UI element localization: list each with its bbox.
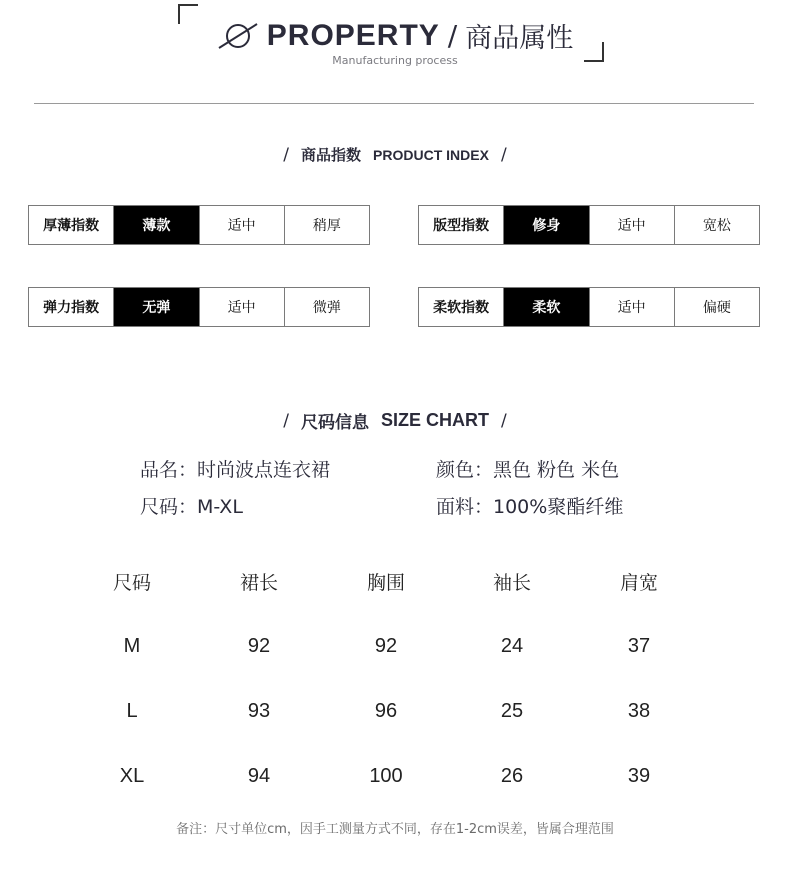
index-option: 偏硬 [674,288,759,326]
index-option: 宽松 [674,206,759,244]
index-option-selected: 无弹 [113,288,198,326]
no-symbol-icon [217,22,259,50]
table-cell: 94 [247,765,271,787]
table-cell: 39 [627,765,651,787]
table-cell: 92 [374,635,398,657]
product-name: 品名：时尚波点连衣裙 [140,459,331,481]
title-english: PROPERTY [266,18,440,52]
index-option-selected: 修身 [503,206,588,244]
divider [34,103,754,104]
heading-slash: / [501,410,507,431]
table-cell: 100 [369,765,403,787]
header-title [0,16,790,55]
product-size: 尺码：M-XL [140,496,243,518]
fit-index-table [418,205,760,245]
product-fabric: 面料：100%聚酯纤维 [436,496,624,518]
heading-slash: / [500,144,507,165]
index-label: 厚薄指数 [43,218,100,234]
softness-index-table [418,287,760,327]
column-header: 尺码 [112,572,151,594]
heading-slash: / [283,410,289,431]
table-cell: L [126,700,138,722]
index-option-selected: 薄款 [113,206,198,244]
index-option: 稍厚 [284,206,369,244]
column-header: 袖长 [492,572,531,594]
index-label: 版型指数 [433,218,490,234]
elasticity-index-table [28,287,370,327]
table-cell: 26 [500,765,524,787]
heading-slash: / [283,144,290,165]
index-option: 适中 [589,206,674,244]
heading-cn: 商品指数 [301,146,362,164]
heading-en: SIZE CHART [381,410,489,430]
title-chinese: 商品属性 [465,23,574,54]
thickness-index-table [28,205,370,245]
table-cell: 96 [374,700,398,722]
heading-cn: 尺码信息 [301,413,369,433]
index-option: 适中 [589,288,674,326]
index-option-selected: 柔软 [503,288,588,326]
column-header: 肩宽 [619,572,658,594]
table-cell: 25 [500,700,524,722]
product-index-heading [0,144,790,165]
table-cell: 92 [247,635,271,657]
size-chart-heading [0,408,790,433]
index-label: 弹力指数 [43,300,100,316]
table-cell: M [123,635,141,657]
table-cell: 38 [627,700,651,722]
table-cell: 24 [500,635,524,657]
table-cell: XL [119,765,145,787]
subtitle: Manufacturing process [332,54,458,67]
column-header: 裙长 [239,572,278,594]
index-label: 柔软指数 [433,300,490,316]
heading-en: PRODUCT INDEX [373,146,489,163]
column-header: 胸围 [366,572,405,594]
table-cell: 93 [247,700,271,722]
product-color: 颜色：黑色 粉色 米色 [436,459,620,481]
index-option: 适中 [199,206,284,244]
table-cell: 37 [627,635,651,657]
measurement-note: 备注：尺寸单位cm，因手工测量方式不同，存在1-2cm误差，皆属合理范围 [176,822,614,837]
index-option: 微弹 [284,288,369,326]
index-option: 适中 [199,288,284,326]
title-slash: / [447,19,458,52]
